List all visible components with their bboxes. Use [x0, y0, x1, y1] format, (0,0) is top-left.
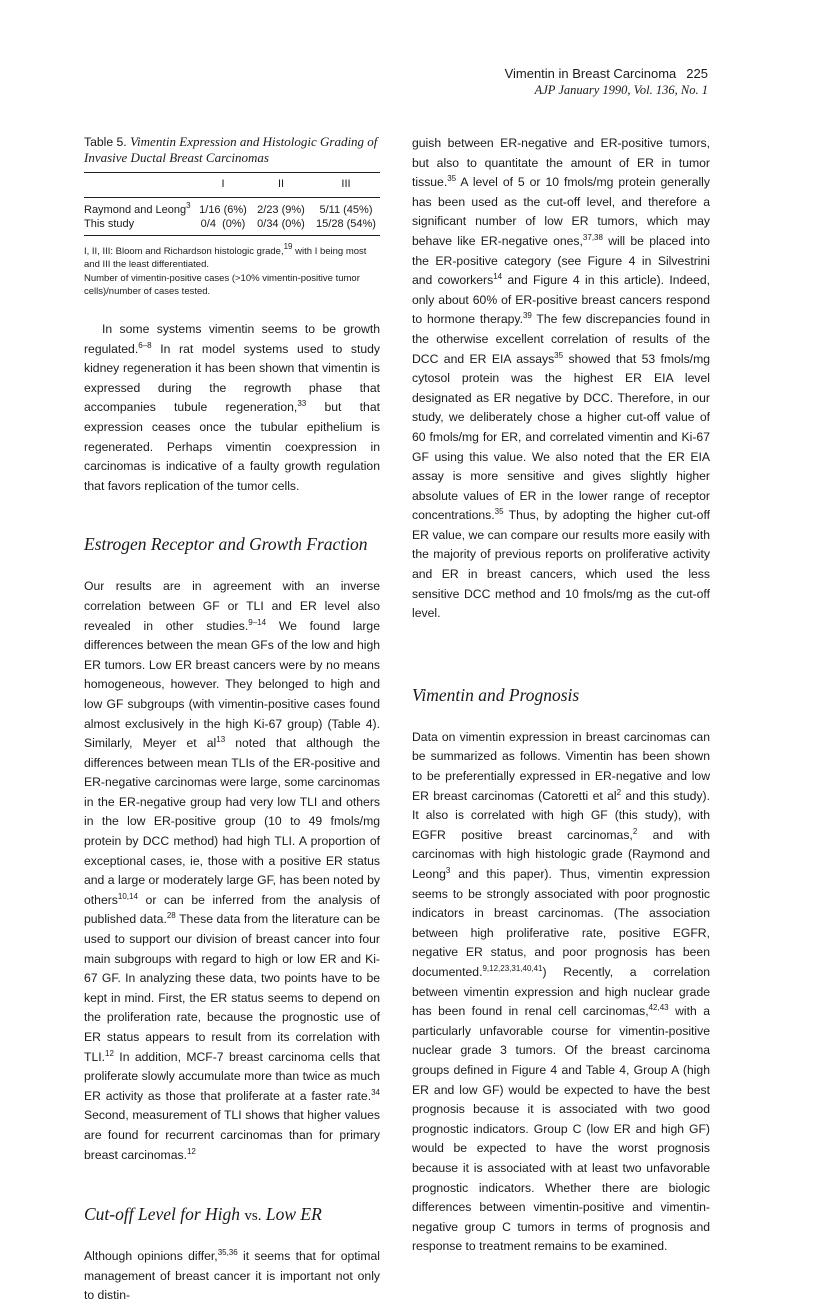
section-heading-estrogen-receptor: Estrogen Receptor and Growth Fraction: [84, 534, 368, 555]
paragraph-vimentin-prognosis: Data on vimentin expression in breast carcinomas can be summarized as follows. Vimentin has been shown to be preferentially expressed in ER-negative and low ER breast carcinomas (Catoretti et $al^2$ and this study). It also is correlated with high GF (this study), with EGFR positive breast carcinomas,$^2$ and with carcinomas with high histologic grade (Raymond and Leong$^3$ and this paper). Thus, vimentin expression seems to be strongly associated with poor prognostic indicators in breast carcinomas. (The association between high proliferative rate, positive EGFR, negative ER status, and poor prognosis has been documented.$^{9,12,23,31,40,41}$) Recently, a correlation between vimentin expression and high nuclear grade has been found in renal cell carcinomas,$^{42,43}$ with a particularly unfavorable course for vimentin-positive nuclear grade 3 tumors. Of the breast carcinoma groups defined in Figure 4 and Table 4, Group A (high ER and low GF) would be expected to have the best prognosis because it is associated with two good prognostic indicators. Group C (low ER and high GF) would be expected to have the worst prognosis because it is associated with at least two unfavorable prognostic indicators. Whether there are biologic differences between vimentin-positive and vimentin-negative group C tumors in terms of prognosis and response to treatment remains to be examined.: [412, 729, 710, 1254]
running-head-title-line: [505, 66, 708, 81]
table-cell: 0/34 (0%): [257, 218, 305, 230]
page-number: 225: [686, 66, 708, 81]
journal-citation: AJP January 1990, Vol. 136, No. 1: [534, 83, 708, 97]
section-heading-cutoff-level: Cut-off Level for High vs. Low ER: [84, 1204, 322, 1225]
table-header-empty: [84, 173, 196, 198]
table-row: [84, 198, 380, 218]
paragraph-cutoff-intro: Although opinions differ,$^{35,36}$ it seems that for optimal management of breast cancer it is important not only to distin-: [84, 1248, 380, 1303]
table-footnote-grade: I, II, III: Bloom and Richardson histologic grade,$^{19}$ with I being most and III the least differentiated.: [84, 242, 367, 270]
table-row: [84, 217, 380, 236]
table-title: Vimentin Expression and Histologic Grading of Invasive Ductal Breast Carcinomas: [84, 134, 378, 165]
running-title: Vimentin in Breast Carcinoma: [504, 66, 677, 81]
table-header-grade-iii: III: [341, 178, 351, 190]
table-header-grade-ii: II: [277, 178, 285, 190]
table-cell: 1/16 (6%): [199, 204, 247, 216]
paragraph-vimentin-growth: In some systems vimentin seems to be growth regulated.$^{6-8}$ In rat model systems used to study kidney regeneration it has been shown that vimentin is expressed during the regrowth phase that accompanies tubule regeneration,$^{33}$ but that expression ceases once the tubular epithelium is regenerated. Perhaps vimentin coexpression in carcinomas is indicative of a faulty growth regulation that favors replication of the tumor cells.: [84, 322, 380, 493]
section-heading-vimentin-prognosis: Vimentin and Prognosis: [412, 684, 580, 705]
table-cell: 2/23 (9%): [257, 204, 305, 216]
table-caption: [84, 134, 380, 166]
running-head: [505, 66, 708, 98]
paragraph-cutoff-continued: guish between ER-negative and ER-positive tumors, but also to quantitate the amount of ER in tumor tissue.$^{35}$ A level of 5 or 10 fmols/mg protein generally has been used as the cut-off level, and therefore a significant number of low ER tumors, which may behave like ER-negative ones,$^{37,38}$ will be placed into the ER-positive category (see Figure 4 in Silvestrini and coworkers$^{14}$ and Figure 4 in this article). Indeed, only about 60% of ER-positive breast cancers respond to hormone therapy.$^{39}$ The few discrepancies found in the otherwise excellent correlation of results of the DCC and ER EIA assays$^{35}$ showed that 53 fmols/mg cytosol protein was the highest ER EIA level designated as ER negative by DCC. Therefore, in our study, we deliberately chose a higher cut-off value of 60 fmols/mg for ER, and correlated vimentin and Ki-67 GF using this value. We also noted that the ER EIA assay is more sensitive and gives slightly higher absolute values of ER in the lower range of receptor concentrations.$^{35}$ Thus, by adopting the higher cut-off ER value, we can compare our results more easily with the majority of previous reports on proliferative activity and ER in breast cancers, which used the less sensitive DCC method and 10 fmols/mg as the cut-off level.: [412, 136, 711, 621]
table-5: [84, 172, 380, 236]
table-header-grade-i: I: [221, 178, 225, 190]
paragraph-er-growth-fraction: Our results are in agreement with an inverse correlation between GF or TLI and ER level also revealed in other studies.$^{9-14}$ We found large differences between the mean GFs of the low and high ER tumors. Low ER breast cancers were by no means homogeneous, however. They belonged to high and low GF subgroups (with vimentin-positive cases found almost exclusively in the high Ki-67 group) (Table 4). Similarly, Meyer et $al^{13}$ noted that although the differences between mean TLIs of the ER-positive and ER-negative carcinomas were large, some carcinomas in the ER-negative group had very low TLI and others in the low ER-positive group (10 to 49 fmols/mg protein by DCC method) had high TLI. A proportion of exceptional cases, ie, those with a positive ER status and a large or moderately large GF, has been noted by others$^{10,14}$ or can be inferred from the analysis of published data.$^{28}$ These data from the literature can be used to support our division of breast cancer into four main subgroups with regard to high or low ER and Ki-67 GF. In analyzing these data, two points have to be kept in mind. First, the ER status seems to depend on the proliferation rate, because the prognostic use of ER status appears to result from its correlation with TLI.$^{12}$ In addition, MCF-7 breast carcinoma cells that proliferate slowly accumulate more than twice as much ER activity as those that proliferate at a faster rate.$^{34}$ Second, measurement of TLI shows that higher values are found for recurrent carcinomas than for primary breast carcinomas.$^{12}$: [84, 579, 380, 1162]
table-footnote-count: Number of vimentin-positive cases (>10% vimentin-positive tumor cells)/number of cases tested.: [84, 273, 360, 297]
table-cell: 5/11 (45%): [319, 204, 373, 216]
table-header-row: [84, 173, 380, 198]
table-footnotes: [84, 242, 380, 298]
table-number: Table 5.: [84, 135, 127, 149]
table-cell: 0/4 (0%): [200, 218, 246, 230]
table-row-label: Raymond and Leong$^3$: [84, 201, 191, 216]
right-column: [412, 134, 710, 1257]
table-cell: 15/28 (54%): [316, 218, 376, 230]
table-row-label: This study: [84, 218, 135, 230]
left-column: [84, 134, 380, 1306]
